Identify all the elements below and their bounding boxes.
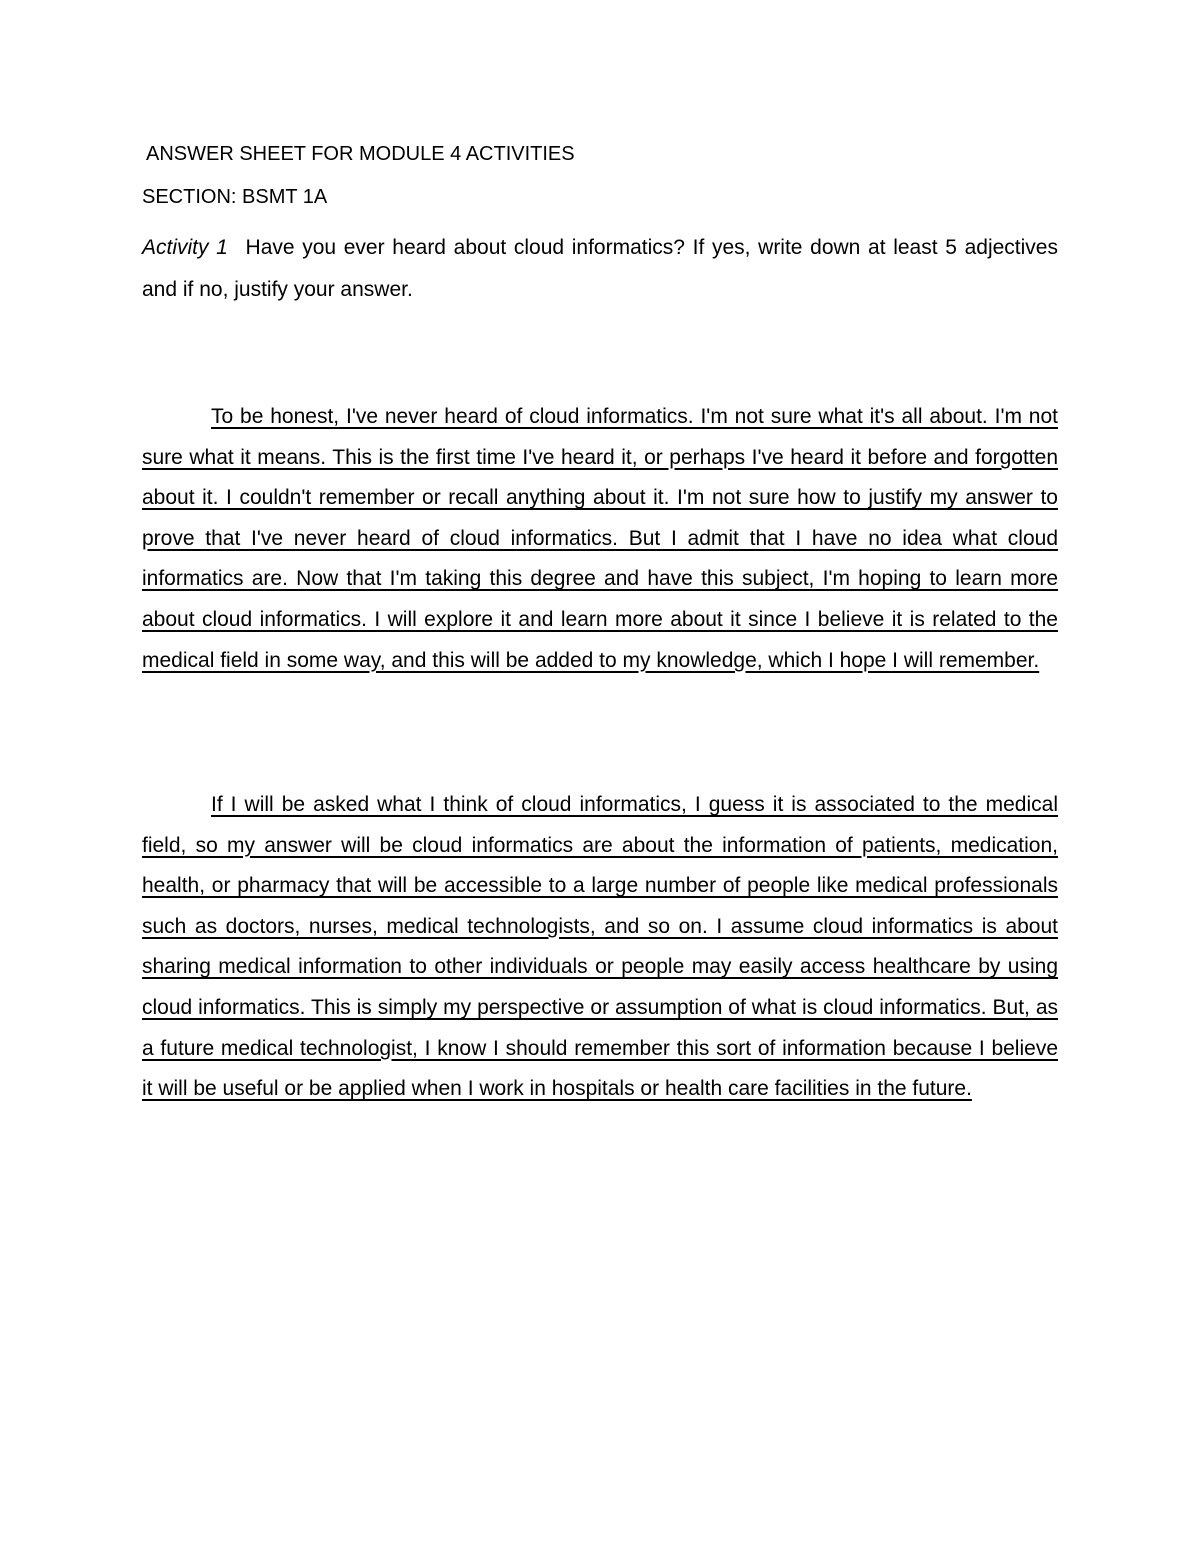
activity-question-text: Have you ever heard about cloud informatics? If yes, write down at least 5 adjectives and if no, justify your answer.: [142, 236, 1058, 301]
activity-question: [142, 227, 1058, 310]
answer-paragraph-2: If I will be asked what I think of cloud informatics, I guess it is associated to the medical field, so my answer will be cloud informatics are about the information of patients, medication, health, or pharmacy that will be accessible to a large number of people like medical professionals such as doctors, nurses, medical technologists, and so on. I assume cloud informatics is about sharing medical information to other individuals or people may easily access healthcare by using cloud informatics. This is simply my perspective or assumption of what is cloud informatics. But, as a future medical technologist, I know I should remember this sort of information because I believe it will be useful or be applied when I work in hospitals or health care facilities in the future.: [142, 793, 1058, 1101]
section-label: SECTION: BSMT 1A: [142, 186, 328, 208]
document-title: ANSWER SHEET FOR MODULE 4 ACTIVITIES: [146, 143, 575, 165]
activity-label: Activity 1: [142, 236, 228, 259]
answer-paragraph-1: To be honest, I've never heard of cloud informatics. I'm not sure what it's all about. I'm not sure what it means. This is the first time I've heard it, or perhaps I've heard it before and forgotten about it. I couldn't remember or recall anything about it. I'm not sure how to justify my answer to prove that I've never heard of cloud informatics. But I admit that I have no idea what cloud informatics are. Now that I'm taking this degree and have this subject, I'm hoping to learn more about cloud informatics. I will explore it and learn more about it since I believe it is related to the medical field in some way, and this will be added to my knowledge, which I hope I will remember.: [142, 405, 1058, 672]
